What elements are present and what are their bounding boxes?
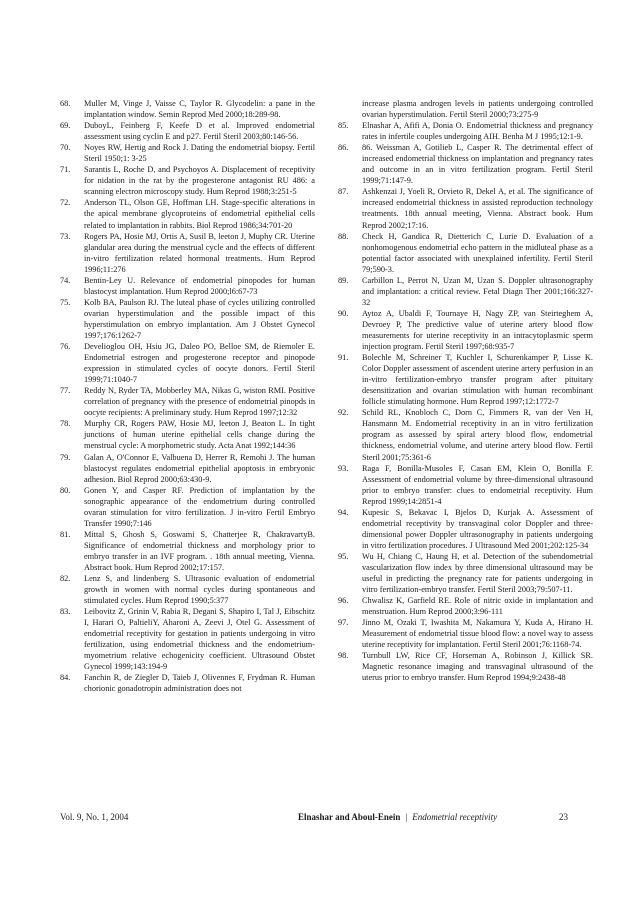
reference-number: 98.: [338, 651, 349, 661]
reference-item: [60, 418, 315, 451]
reference-number: 90.: [338, 308, 349, 318]
reference-item: [60, 98, 315, 120]
page-number: 23: [559, 812, 568, 822]
reference-text: Reddy N, Ryder TA, Mobberley MA, Nikas G, wiston RMI. Positive correlation of pregnancy with the presence of endometrial pinopds in oocyte recipients: A preliminary study. Hum Reprod 1997;12:32: [84, 386, 315, 418]
reference-number: 93.: [338, 463, 349, 473]
reference-item: [338, 617, 593, 650]
reference-item: [60, 231, 315, 275]
reference-item: [60, 341, 315, 385]
reference-item: [60, 275, 315, 297]
reference-item: [338, 275, 593, 308]
reference-text: Noyes RW, Hertig and Rock J. Dating the endometrial biopsy. Fertil Steril 1950;1: 3-25: [84, 143, 315, 164]
reference-number: 92.: [338, 408, 349, 418]
reference-text: Bentin-Ley U. Relevance of endometrial pinopodes for human blastocyst implantation. Hum Reprod 2000;l6:67-73: [84, 275, 315, 296]
reference-text: Bolechle M, Schreiner T, Kuchler I, Schurenkamper P, Lisse K. Color Doppler assessment of ascendent uterine artery perfusion in an in-vitro fertilization-embryo transfer program after pituitary desensitization and ovarian stimulation with human recombinant follicle stimulating hormone. Hum Reprod 1997;12:1772-7: [362, 353, 593, 407]
reference-text: 86. Weissman A, Gotilieb L, Casper R. The detrimental effect of increased endometrial thickness on implantation and pregnancy rates and outcome in an in vitro fertilization program. Fertil Steril 1999;71:147-9.: [362, 143, 593, 186]
reference-number: 94.: [338, 507, 349, 517]
reference-text: Check H, Gandica R, Dietterich C, Lurie D. Evaluation of a nonhomogenous endometrial echo pattern in the midluteal phase as a potential factor associated with unexplained infertility. Fertil Steril 79;590-3.: [362, 231, 593, 274]
reference-item: [338, 186, 593, 230]
reference-text: Murphy CR, Rogers PAW, Hosie MJ, leeton J, Beaton L. In tight junctions of human uterine epithelial cells change during the menstrual cycle: A morphometric study. Acta Anat 1992;144:36: [84, 419, 315, 451]
reference-number: 70.: [60, 143, 71, 153]
reference-number: 91.: [338, 353, 349, 363]
reference-item: [60, 529, 315, 573]
reference-item: [60, 672, 315, 694]
reference-number: 95.: [338, 551, 349, 561]
reference-item: [338, 463, 593, 507]
reference-text: Jinno M, Ozaki T, Iwashita M, Nakamura Y, Kuda A, Hirano H. Measurement of endometrial tissue blood flow: a novel way to assess uterine receptivity for implantation. Fertil Steril 2001;76:1168-74.: [362, 618, 593, 650]
footer-separator: |: [405, 812, 408, 822]
reference-column-right: [338, 98, 593, 683]
footer-running-title: Endometrial receptivity: [412, 812, 498, 822]
reference-text: Muller M, Vinge J, Vaisse C, Taylor R. Glycodelin: a pane in the implantation window. Semin Reprod Med 2000;18:289-98.: [84, 99, 315, 120]
reference-item: [338, 231, 593, 275]
reference-text: Develioglou OH, Hsiu JG, Daleo PO, Belloe SM, de Riemoler E. Endometrial estrogen and progesterone receptor and pinopode expression in stimulated cycles of oocyte donors. Fertil Steril 1999;71:1040-7: [84, 342, 315, 385]
reference-text: Schild RL, Knobloch C, Dorn C, Fimmers R, van der Ven H, Hansmann M. Endometrial receptivity in an in vitro fertilization program as assessed by spiral artery blood flow, endometrial thickness, endometrial volume, and uterine artery blood flow. Fertil Steril 2001;75:361-6: [362, 408, 593, 462]
reference-item: [60, 573, 315, 606]
reference-text: Aytoz A, Ubaldi F, Tournaye H, Nagy ZP, van Steirteghem A, Devroey P, The predictive value of uterine artery blood flow measurements for uterine receptivity in an intracytoplasmic sperm injection program. Fertil Steril 1997;68:935-7: [362, 308, 593, 352]
reference-number: 83.: [60, 607, 71, 617]
reference-number: 72.: [60, 198, 71, 208]
reference-number: 88.: [338, 231, 349, 241]
reference-item: [60, 606, 315, 672]
reference-number: 79.: [60, 452, 71, 462]
reference-item: [60, 385, 315, 418]
reference-item: [60, 297, 315, 341]
reference-text: Mittal S, Ghosh S, Goswami S, Chatterjee R, ChakravartyB. Significance of endometrial thickness and morphology prior to embryo transfer in an IVF program. . 18th annual meeting, Vienna. Abstract book. Hum Reprod 2002;17:157.: [84, 529, 315, 572]
reference-item: [338, 352, 593, 407]
reference-number: 68.: [60, 99, 71, 108]
reference-text: Kupesic S, Bekavac I, Bjelos D, Kurjak A. Assessment of endometrial receptivity by transvaginal color Doppler and three-dimensional power Doppler ultrasonography in patients undergoing in vitro fertilization procedures. J Ultrasound Med 2001;202:125-34: [362, 507, 593, 550]
reference-item: [338, 507, 593, 551]
reference-item: [60, 485, 315, 529]
reference-text: Fanchin R, de Ziegler D, Taieb J, Olivennes F, Frydman R. Human chorionic gonadotropin administration does not: [84, 673, 315, 694]
reference-text: Wu H, Chiang C, Haung H, et al. Detection of the subendometrial vascularization flow index by three dimensional ultrasound may be useful in predicting the pregnancy rate for patients undergoing in vitro fertilization-embryo transfer. Fertil Steril 2003;79:507-11.: [362, 551, 593, 595]
reference-item: [338, 551, 593, 595]
reference-item: [338, 308, 593, 352]
reference-list-right: [338, 98, 593, 683]
reference-item: [338, 98, 593, 120]
reference-text: Sarantis L, Roche D, and Psychoyos A. Displacement of receptivity for nidation in the rat by the progesterone antagonist RU 486: a scanning electron microscopy study. Hum Reprod 1988;3:251-5: [84, 165, 315, 197]
reference-number: 73.: [60, 231, 71, 241]
reference-number: 84.: [60, 673, 71, 683]
reference-item: [60, 452, 315, 485]
reference-number: 69.: [60, 121, 71, 131]
reference-item: [338, 142, 593, 186]
reference-number: 82.: [60, 574, 71, 584]
reference-text: Carbillon L, Perrot N, Uzan M, Uzan S. Doppler ultrasonography and implantation: a critical review. Fetal Diagn Ther 2001;166:327-32: [362, 275, 593, 307]
reference-number: 78.: [60, 419, 71, 429]
reference-number: 86.: [338, 143, 349, 153]
reference-number: 81.: [60, 529, 71, 539]
reference-number: 80.: [60, 485, 71, 495]
reference-text: Elnashar A, Afifi A, Donia O. Endometrial thickness and pregnancy rates in infertile couples undergoing AIH. Benha M J 1995;12:1-9.: [362, 121, 593, 142]
reference-number: 75.: [60, 297, 71, 307]
reference-text: Kolb BA, Paulson RJ. The luteal phase of cycles utilizing controlled ovarian hyperstimulation and the possible impact of this hyperstimulation on embryo implantation. Am J Obstet Gynecol 1997;176:1262-7: [84, 297, 315, 340]
reference-item: [60, 164, 315, 197]
reference-number: 74.: [60, 275, 71, 285]
reference-text: DuboyL, Feinberg F, Keefe D et al. Improved endometrial assessment using cyclin E and p27. Fertil Steril 2003;80:146-56.: [84, 121, 315, 142]
footer-running-head: [298, 812, 497, 822]
reference-list-left: [60, 98, 315, 695]
reference-item: [338, 595, 593, 617]
reference-text: Ashkenzai J, Yoeli R, Orvieto R, Dekel A, et al. The significance of increased endometrial thickness in assisted reproduction technology treatments. 18th annual meeting, Vienna. Abstract book. Hum Reprod 2002;17:16.: [362, 187, 593, 230]
reference-text: Raga F, Bonilla-Musoles F, Casan EM, Klein O, Bonilla F. Assessment of endometrial volume by three-dimensional ultrasound prior to embryo transfer: clues to endometrial receptivity. Hum Reprod 1999;14:2851-4: [362, 463, 593, 506]
reference-text: increase plasma androgen levels in patients undergoing controlled ovarian hyperstimulation. Fertil Steril 2000;73:275-9: [362, 99, 593, 120]
reference-item: [338, 650, 593, 683]
reference-number: 85.: [338, 121, 349, 131]
reference-item: [338, 407, 593, 462]
reference-number: 76.: [60, 342, 71, 352]
reference-text: Rogers PA, Hosie MJ, Ortis A, Susil B, leeton J, Muphy CR. Uterine glandular area during the menstrual cycle and the effects of different in-vitro fertilization related hormonal treatments. Hum Reprod 1996;11:276: [84, 231, 315, 274]
reference-text: Gonen Y, and Casper RF. Prediction of implantation by the sonographic appearance of the endometrium during controlled ovaran stimulation for vitro fertilization. J in-vitro Fertil Embryo Transfer 1990;7:146: [84, 485, 315, 528]
reference-number: 87.: [338, 187, 349, 197]
reference-item: [60, 197, 315, 230]
footer-authors: Elnashar and Aboul-Enein: [298, 812, 401, 822]
reference-number: 71.: [60, 165, 71, 175]
reference-text: Galan A, O'Connor E, Valbuena D, Herrer R, Remohi J. The human blastocyst regulates endometrial epithelial apoptosis in embryonic adhesion. Biol Reprod 2000;63:430-9.: [84, 452, 315, 484]
reference-text: Leibovitz Z, Grinin V, Rabia R, Degani S, Shapiro I, Tal J, Eibschitz I, Harari O, PaltieliY, Aharoni A, Zeevi J, Otel G. Assessment of endometrial receptivity for gestation in patients undergoing in vitro fertilization, using endometrial thickness and the endometrium-myometrium relative echogenicity coefficient. Ultrasound Obstet Gynecol 1999;143:194-9: [84, 607, 315, 672]
reference-text: Chwalisz K, Garfield RE. Role of nitric oxide in implantation and menstruation. Hum Reprod 2000;3:96-111: [362, 596, 593, 617]
reference-number: 96.: [338, 596, 349, 606]
footer-volume: Vol. 9, No. 1, 2004: [60, 812, 129, 822]
reference-text: Anderson TL, Olson GE, Hoffman LH. Stage-specific alterations in the apical membrane glycoproteins of endometrial epithelial cells related to implantation in rabbits. Biol Reprod 1986;34:701-20: [84, 198, 315, 230]
reference-item: [60, 142, 315, 164]
reference-number: 77.: [60, 386, 71, 396]
reference-column-left: [60, 98, 315, 695]
page-footer: [60, 812, 578, 828]
reference-item: [60, 120, 315, 142]
reference-number: 89.: [338, 275, 349, 285]
reference-item: [338, 120, 593, 142]
reference-text: Turnbull LW, Rice CF, Horseman A, Robinson J, Killick SR. Magnetic resonance imaging and transvaginal ultrasound of the uterus prior to embryo transfer. Hum Reprod 1994;9:2438-48: [362, 651, 593, 683]
reference-number: 97.: [338, 618, 349, 628]
reference-text: Lenz S, and lindenberg S. Ultrasonic evaluation of endometrial growth in women with normal cycles during spontaneous and stimulated cycles. Hum Reprod 1990;5:377: [84, 574, 315, 606]
